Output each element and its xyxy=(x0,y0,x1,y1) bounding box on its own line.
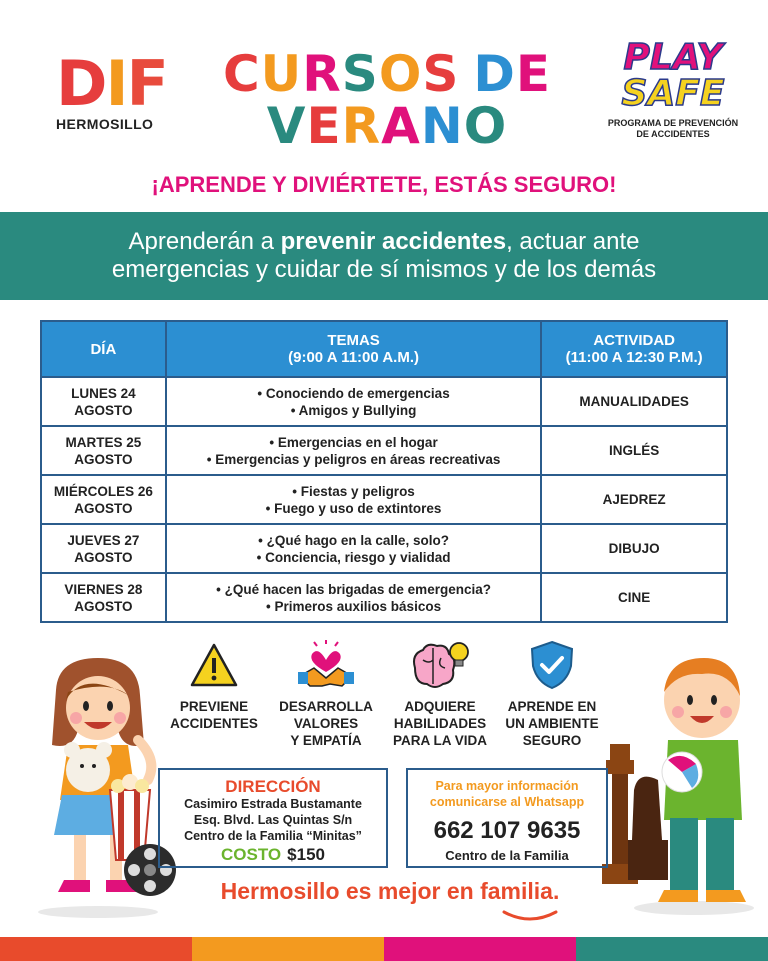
topics-cell: • Conociendo de emergencias • Amigos y Bullying xyxy=(166,377,542,426)
brain-lightbulb-icon xyxy=(380,638,500,692)
address-line: Esq. Blvd. Las Quintas S/n xyxy=(193,813,353,827)
address-title: DIRECCIÓN xyxy=(225,777,321,796)
activity-cell: AJEDREZ xyxy=(541,475,727,524)
slogan: Hermosillo es mejor en familia. xyxy=(220,878,560,904)
day-cell: LUNES 24 AGOSTO xyxy=(41,377,166,426)
dif-logo xyxy=(56,47,176,132)
handshake-heart-icon xyxy=(266,638,386,692)
activity-cell: DIBUJO xyxy=(541,524,727,573)
dif-wordmark: DIF xyxy=(56,47,167,120)
benefit-values-empathy: DESARROLLA VALORES Y EMPATÍA xyxy=(266,638,386,749)
address-box xyxy=(158,768,388,868)
day-cell: VIERNES 28 AGOSTO xyxy=(41,573,166,622)
contact-info-line: Para mayor información xyxy=(435,779,579,793)
warning-icon xyxy=(154,638,274,692)
activity-cell: MANUALIDADES xyxy=(541,377,727,426)
contact-info-line: comunicarse al Whatsapp xyxy=(429,795,585,809)
table-row xyxy=(41,377,727,426)
schedule-table xyxy=(40,320,728,623)
course-title xyxy=(222,45,552,155)
benefit-life-skills: ADQUIERE HABILIDADES PARA LA VIDA xyxy=(380,638,500,749)
dif-subtitle: HERMOSILLO xyxy=(56,116,154,132)
table-row xyxy=(41,524,727,573)
cost-row xyxy=(160,845,386,865)
activity-cell: INGLÉS xyxy=(541,426,727,475)
address-line: Casimiro Estrada Bustamante xyxy=(184,797,362,811)
header-day: DÍA xyxy=(41,321,166,377)
contact-org: Centro de la Familia xyxy=(445,848,569,863)
shield-check-icon xyxy=(492,638,612,692)
info-banner: Aprenderán a prevenir accidentes, actuar ante emergencias y cuidar de sí mismos y de los demás xyxy=(0,212,768,300)
topics-cell: • Fiestas y peligros • Fuego y uso de extintores xyxy=(166,475,542,524)
header-topics: TEMAS (9:00 A 11:00 A.M.) xyxy=(166,321,542,377)
table-row xyxy=(41,475,727,524)
title-line-2: VERANO xyxy=(266,97,508,155)
contact-box xyxy=(406,768,608,868)
play-safe-logo: PLAY SAFE PROGRAMA DE PREVENCIÓN DE ACCIDENTES xyxy=(598,40,748,140)
table-row xyxy=(41,426,727,475)
play-safe-subtitle: PROGRAMA DE PREVENCIÓN DE ACCIDENTES xyxy=(607,118,739,139)
table-header-row xyxy=(41,321,727,377)
topics-cell: • ¿Qué hacen las brigadas de emergencia? • Primeros auxilios básicos xyxy=(166,573,542,622)
topics-cell: • Emergencias en el hogar • Emergencias y peligros en áreas recreativas xyxy=(166,426,542,475)
title-line-1: CURSOS DE xyxy=(222,45,552,103)
day-cell: MIÉRCOLES 26 AGOSTO xyxy=(41,475,166,524)
benefit-safe-environment: APRENDE EN UN AMBIENTE SEGURO xyxy=(492,638,612,749)
header-activity: ACTIVIDAD (11:00 A 12:30 P.M.) xyxy=(541,321,727,377)
day-cell: MARTES 25 AGOSTO xyxy=(41,426,166,475)
smile-swoosh xyxy=(500,908,560,924)
table-row xyxy=(41,573,727,622)
cost-label: COSTO xyxy=(221,845,282,864)
bottom-color-bar xyxy=(0,937,768,961)
activity-cell: CINE xyxy=(541,573,727,622)
cost-value: $150 xyxy=(287,845,325,864)
address-line: Centro de la Familia “Minitas” xyxy=(184,829,362,843)
tagline: ¡APRENDE Y DIVIÉRTETE, ESTÁS SEGURO! xyxy=(151,172,617,197)
benefit-prevent-accidents: PREVIENE ACCIDENTES xyxy=(154,638,274,732)
whatsapp-phone[interactable]: 662 107 9635 xyxy=(433,817,581,844)
day-cell: JUEVES 27 AGOSTO xyxy=(41,524,166,573)
topics-cell: • ¿Qué hago en la calle, solo? • Conciencia, riesgo y vialidad xyxy=(166,524,542,573)
